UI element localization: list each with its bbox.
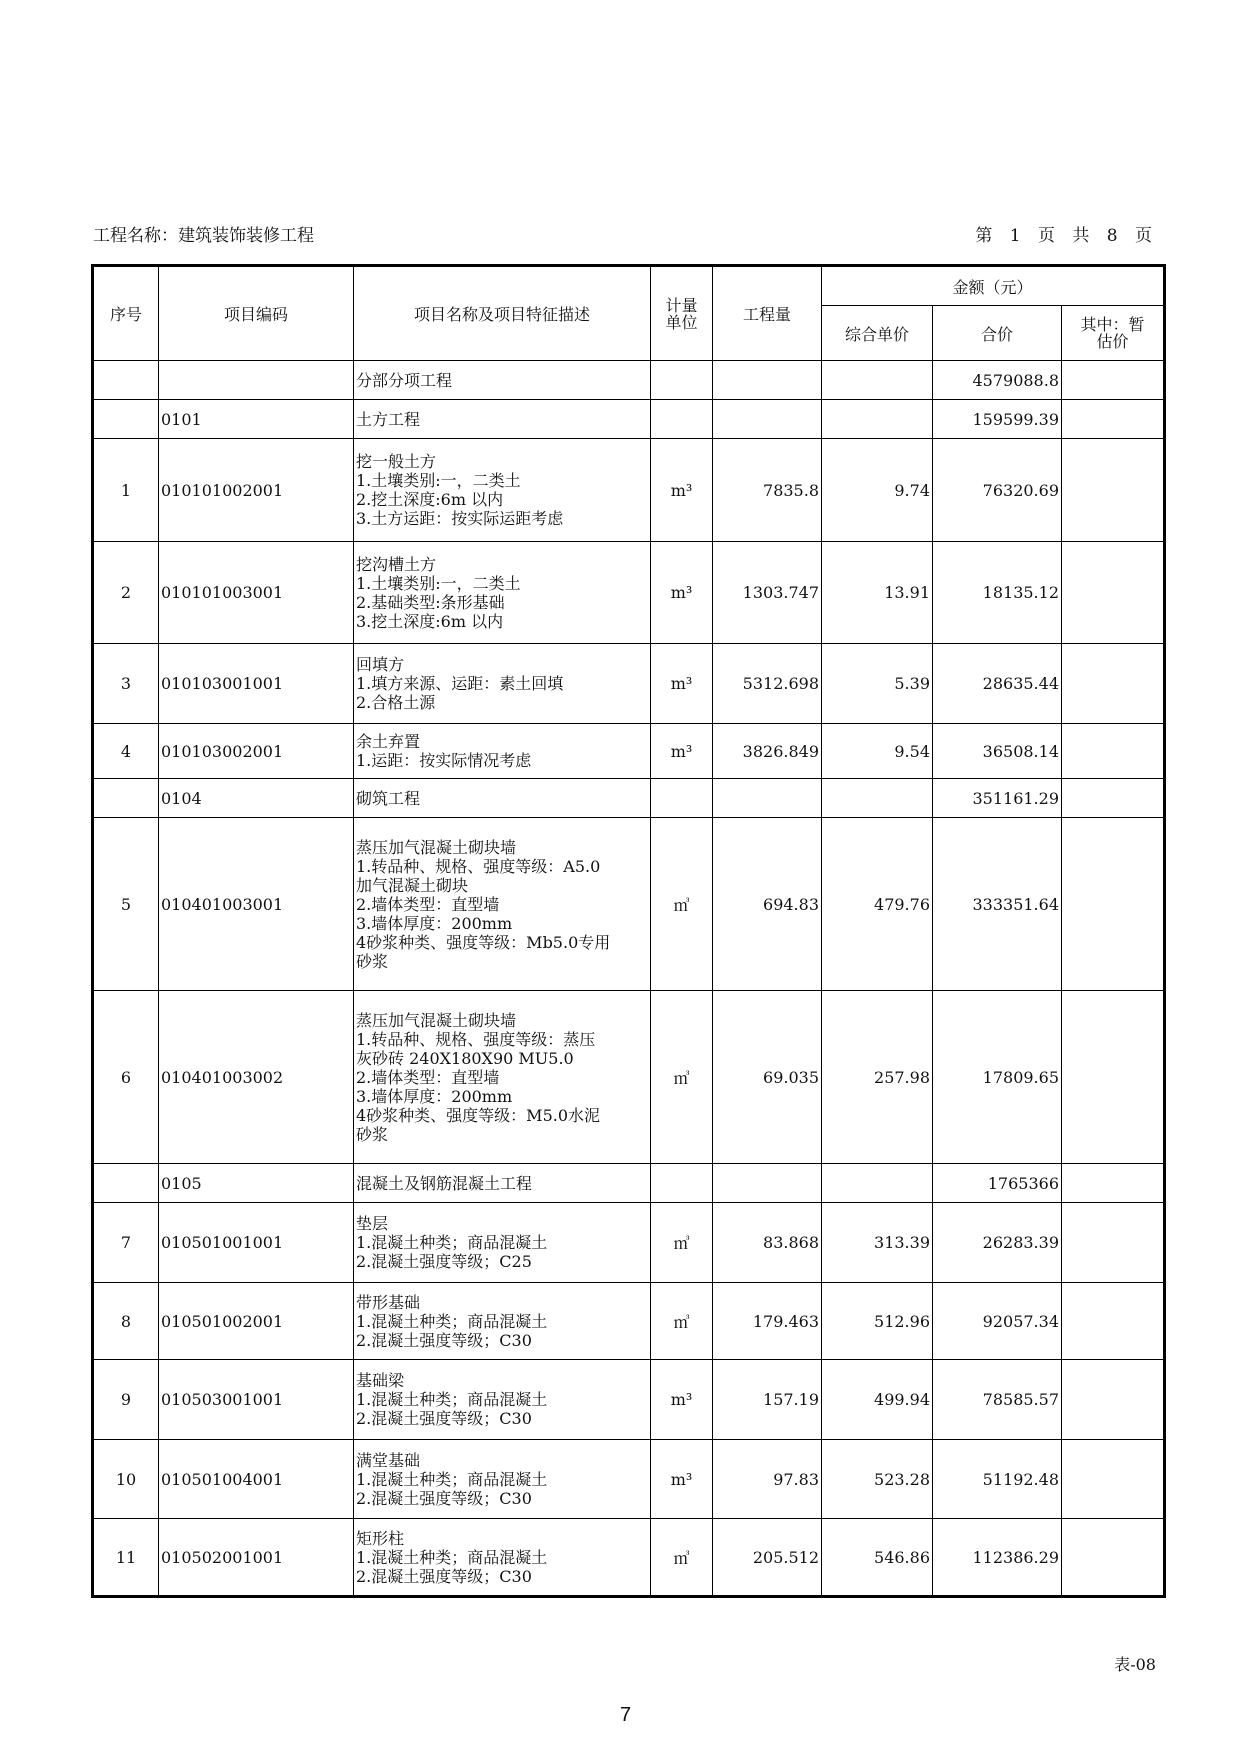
code-cell: 0105 [159,1164,354,1203]
seq-cell: 10 [93,1440,159,1519]
quantity-cell: 3826.849 [713,724,822,779]
unit-price-cell: 13.91 [822,542,933,644]
code-cell: 010501002001 [159,1283,354,1360]
table-row [93,439,1165,542]
total-cell: 26283.39 [933,1203,1062,1283]
description-cell: 蒸压加气混凝土砌块墙 1.转品种、规格、强度等级：A5.0 加气混凝土砌块 2.墙体类型：直型墙 3.墙体厚度：200mm 4砂浆种类、强度等级：Mb5.0专用 砂浆 [354,818,651,991]
total-cell: 36508.14 [933,724,1062,779]
quantity-cell: 157.19 [713,1360,822,1440]
quantity-cell: 205.512 [713,1519,822,1597]
provisional-cell [1062,1283,1165,1360]
description-cell: 基础梁 1.混凝土种类；商品混凝土 2.混凝土强度等级；C30 [354,1360,651,1440]
description-cell: 余土弃置 1.运距：按实际情况考虑 [354,724,651,779]
unit-price-cell: 546.86 [822,1519,933,1597]
unit-cell [651,1164,713,1203]
table-row [93,1519,1165,1597]
unit-price-cell: 523.28 [822,1440,933,1519]
section-row [93,779,1165,818]
unit-cell: m³ [651,542,713,644]
code-cell: 010501004001 [159,1440,354,1519]
code-cell: 0101 [159,400,354,439]
seq-cell [93,779,159,818]
code-cell: 010501001001 [159,1203,354,1283]
unit-cell: ㎥ [651,1519,713,1597]
description-cell: 回填方 1.填方来源、运距：素土回填 2.合格土源 [354,644,651,724]
unit-cell: m³ [651,439,713,542]
total-cell: 28635.44 [933,644,1062,724]
unit-price-cell: 499.94 [822,1360,933,1440]
code-cell: 010101003001 [159,542,354,644]
col-name: 项目名称及项目特征描述 [354,266,651,361]
total-cell: 333351.64 [933,818,1062,991]
seq-cell: 8 [93,1283,159,1360]
code-cell: 010401003002 [159,991,354,1164]
provisional-cell [1062,1164,1165,1203]
table-row [93,991,1165,1164]
code-cell: 010401003001 [159,818,354,991]
total-cell: 17809.65 [933,991,1062,1164]
col-unit-price: 综合单价 [822,306,933,361]
unit-price-cell [822,361,933,400]
code-cell [159,361,354,400]
description-cell: 挖一般土方 1.土壤类别:一，二类土 2.挖土深度:6m 以内 3.土方运距：按实际运距考虑 [354,439,651,542]
unit-cell: ㎥ [651,991,713,1164]
description-cell: 满堂基础 1.混凝土种类；商品混凝土 2.混凝土强度等级；C30 [354,1440,651,1519]
provisional-cell [1062,1360,1165,1440]
table-row [93,1283,1165,1360]
description-cell: 带形基础 1.混凝土种类；商品混凝土 2.混凝土强度等级；C30 [354,1283,651,1360]
provisional-cell [1062,818,1165,991]
seq-cell: 1 [93,439,159,542]
description-cell: 挖沟槽土方 1.土壤类别:一，二类土 2.基础类型:条形基础 3.挖土深度:6m 以内 [354,542,651,644]
unit-price-cell [822,779,933,818]
code-cell: 010103002001 [159,724,354,779]
description-cell: 蒸压加气混凝土砌块墙 1.转品种、规格、强度等级：蒸压 灰砂砖 240X180X90 MU5.0 2.墙体类型：直型墙 3.墙体厚度：200mm 4砂浆种类、强度等级：M5.0水泥 砂浆 [354,991,651,1164]
unit-price-cell [822,1164,933,1203]
col-amount: 金额（元） [822,266,1165,306]
provisional-cell [1062,439,1165,542]
page-info: 第 1 页 共 8 页 [975,226,1154,246]
description-cell: 混凝土及钢筋混凝土工程 [354,1164,651,1203]
unit-cell: m³ [651,1440,713,1519]
description-cell: 分部分项工程 [354,361,651,400]
unit-cell: m³ [651,644,713,724]
provisional-cell [1062,1440,1165,1519]
provisional-cell [1062,400,1165,439]
unit-price-cell [822,400,933,439]
unit-cell: m³ [651,724,713,779]
unit-cell: ㎥ [651,1283,713,1360]
quantity-cell: 97.83 [713,1440,822,1519]
col-code: 项目编码 [159,266,354,361]
section-row [93,400,1165,439]
table-row [93,818,1165,991]
total-cell: 92057.34 [933,1283,1062,1360]
unit-price-cell: 9.54 [822,724,933,779]
unit-cell [651,400,713,439]
provisional-cell [1062,991,1165,1164]
quantity-cell: 179.463 [713,1283,822,1360]
quantity-cell [713,1164,822,1203]
section-row [93,361,1165,400]
table-row [93,1203,1165,1283]
quantity-cell: 7835.8 [713,439,822,542]
quantity-cell [713,361,822,400]
unit-cell [651,779,713,818]
unit-price-cell: 512.96 [822,1283,933,1360]
project-name: 工程名称：建筑装饰装修工程 [93,226,314,246]
seq-cell: 7 [93,1203,159,1283]
code-cell: 010103001001 [159,644,354,724]
provisional-cell [1062,361,1165,400]
table-row [93,724,1165,779]
total-cell: 78585.57 [933,1360,1062,1440]
unit-cell: ㎥ [651,1203,713,1283]
provisional-cell [1062,1203,1165,1283]
total-cell: 51192.48 [933,1440,1062,1519]
col-qty: 工程量 [713,266,822,361]
code-cell: 010503001001 [159,1360,354,1440]
seq-cell: 4 [93,724,159,779]
page-number: 7 [620,1704,632,1726]
seq-cell: 11 [93,1519,159,1597]
description-cell: 砌筑工程 [354,779,651,818]
seq-cell: 5 [93,818,159,991]
table-row [93,542,1165,644]
total-cell: 159599.39 [933,400,1062,439]
seq-cell: 3 [93,644,159,724]
unit-cell [651,361,713,400]
unit-price-cell: 479.76 [822,818,933,991]
total-cell: 76320.69 [933,439,1062,542]
quantity-cell [713,779,822,818]
unit-cell: ㎥ [651,818,713,991]
description-cell: 土方工程 [354,400,651,439]
provisional-cell [1062,644,1165,724]
unit-price-cell: 9.74 [822,439,933,542]
section-row [93,1164,1165,1203]
table-tag: 表-08 [1114,1655,1156,1674]
total-cell: 112386.29 [933,1519,1062,1597]
unit-price-cell: 313.39 [822,1203,933,1283]
seq-cell: 9 [93,1360,159,1440]
quantity-cell [713,400,822,439]
quantity-cell: 1303.747 [713,542,822,644]
seq-cell [93,361,159,400]
col-provisional: 其中：暂 估价 [1062,306,1165,361]
col-seq: 序号 [93,266,159,361]
quantity-cell: 83.868 [713,1203,822,1283]
provisional-cell [1062,542,1165,644]
seq-cell: 2 [93,542,159,644]
table-row [93,644,1165,724]
table-row [93,1440,1165,1519]
unit-cell: m³ [651,1360,713,1440]
seq-cell: 6 [93,991,159,1164]
code-cell: 010101002001 [159,439,354,542]
description-cell: 矩形柱 1.混凝土种类；商品混凝土 2.混凝土强度等级；C30 [354,1519,651,1597]
code-cell: 0104 [159,779,354,818]
bill-of-quantities-table [91,264,1166,1598]
quantity-cell: 69.035 [713,991,822,1164]
description-cell: 垫层 1.混凝土种类；商品混凝土 2.混凝土强度等级；C25 [354,1203,651,1283]
unit-price-cell: 5.39 [822,644,933,724]
seq-cell [93,1164,159,1203]
col-total: 合价 [933,306,1062,361]
provisional-cell [1062,1519,1165,1597]
total-cell: 351161.29 [933,779,1062,818]
seq-cell [93,400,159,439]
table-row [93,1360,1165,1440]
provisional-cell [1062,724,1165,779]
total-cell: 18135.12 [933,542,1062,644]
total-cell: 1765366 [933,1164,1062,1203]
provisional-cell [1062,779,1165,818]
code-cell: 010502001001 [159,1519,354,1597]
total-cell: 4579088.8 [933,361,1062,400]
quantity-cell: 694.83 [713,818,822,991]
col-unit: 计量 单位 [651,266,713,361]
quantity-cell: 5312.698 [713,644,822,724]
unit-price-cell: 257.98 [822,991,933,1164]
